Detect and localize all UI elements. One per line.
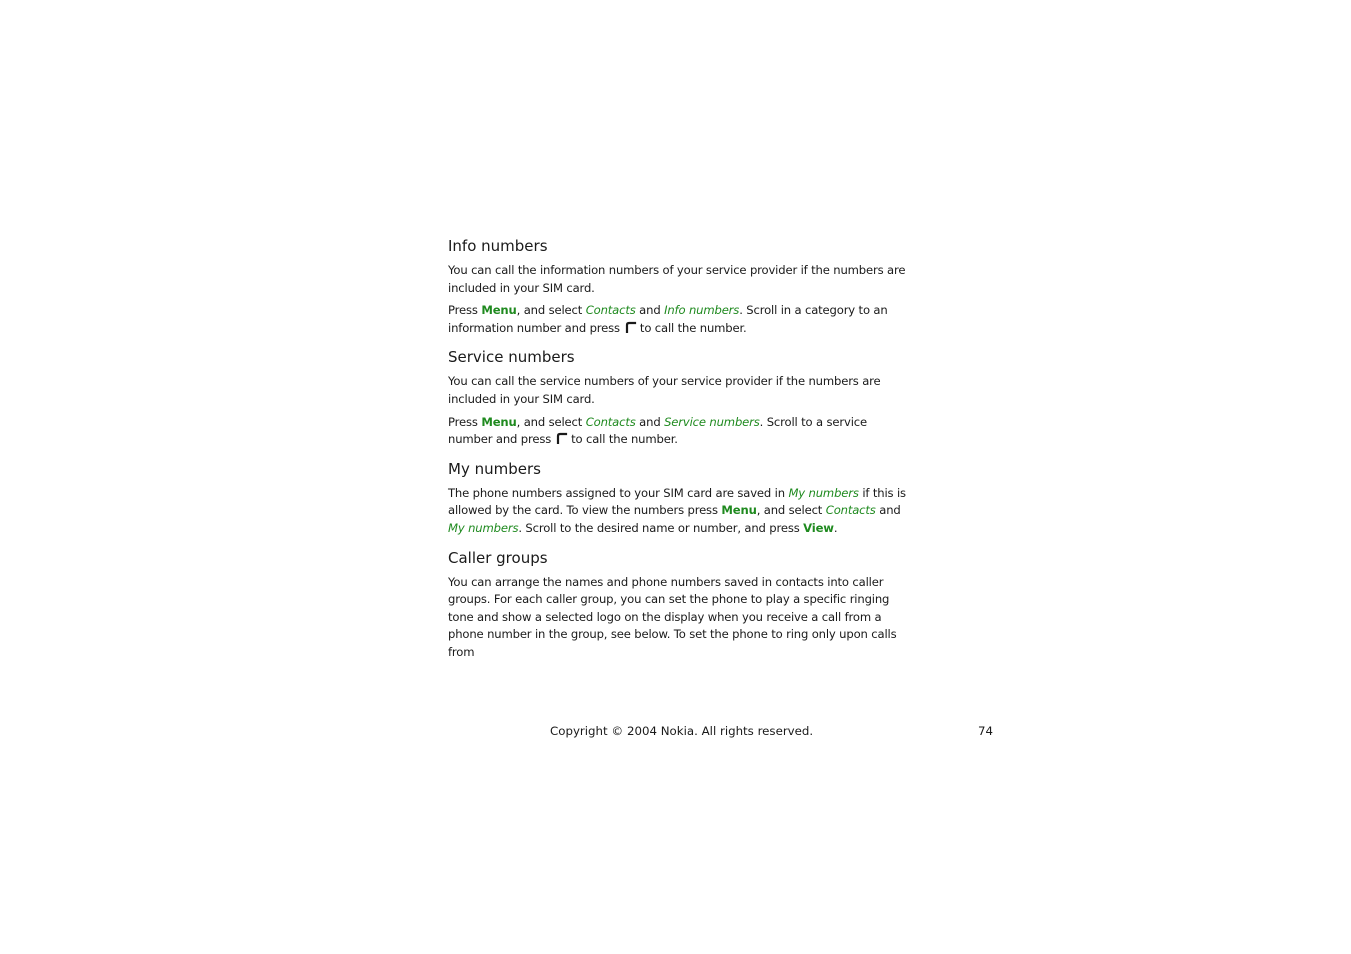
menu-keyword: Menu <box>481 303 517 318</box>
menu-item-my-numbers: My numbers <box>448 520 519 535</box>
call-key-icon <box>625 321 637 333</box>
menu-item-contacts: Contacts <box>585 414 636 429</box>
paragraph: Press Menu, and select Contacts and Info numbers. Scroll in a category to an information number and press to call the number. <box>448 303 888 335</box>
menu-item-info-numbers: Info numbers <box>664 303 740 318</box>
section-info-numbers <box>448 236 908 337</box>
paragraph: You can call the service numbers of your service provider if the numbers are included in your SIM card. <box>448 374 881 406</box>
section-service-numbers <box>448 347 908 448</box>
view-keyword: View <box>803 520 834 535</box>
menu-keyword: Menu <box>481 414 517 429</box>
section-caller-groups <box>448 548 908 662</box>
paragraph: Press Menu, and select Contacts and Service numbers. Scroll to a service number and press to call the number. <box>448 414 867 447</box>
heading-service-numbers: Service numbers <box>448 348 575 367</box>
menu-item-contacts: Contacts <box>585 303 636 318</box>
paragraph: You can arrange the names and phone numbers saved in contacts into caller groups. For each caller group, you can set the phone to play a specific ringing tone and show a selected logo on the display when you receive a call from a phone number in the group, see below. To set the phone to ring only upon calls from <box>448 574 897 659</box>
heading-my-numbers: My numbers <box>448 459 541 478</box>
heading-info-numbers: Info numbers <box>448 237 548 255</box>
menu-item-my-numbers: My numbers <box>788 485 859 500</box>
page-number: 74 <box>978 724 994 738</box>
footer-copyright: Copyright © 2004 Nokia. All rights reserved. <box>550 724 814 738</box>
menu-item-contacts: Contacts <box>825 503 876 518</box>
menu-item-service-numbers: Service numbers <box>664 414 760 429</box>
section-my-numbers <box>448 459 908 538</box>
call-key-icon <box>556 432 568 444</box>
menu-keyword: Menu <box>721 503 757 518</box>
heading-caller-groups: Caller groups <box>448 548 548 567</box>
paragraph: The phone numbers assigned to your SIM card are saved in My numbers if this is allowed by the card. To view the numbers press Menu, and select Contacts and My numbers. Scroll to the desired name or number, and press View. <box>448 485 906 535</box>
paragraph: You can call the information numbers of your service provider if the numbers are included in your SIM card. <box>448 263 906 295</box>
document-content <box>448 236 908 672</box>
